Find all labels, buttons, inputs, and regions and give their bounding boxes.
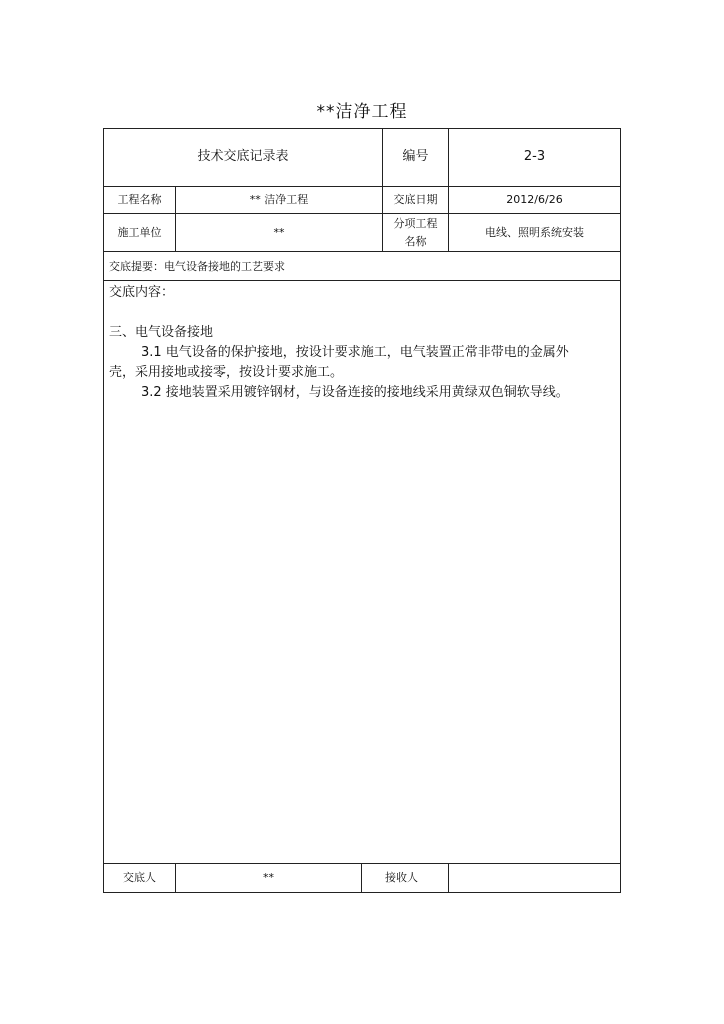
paragraph-3-1-line2: 壳，采用接地或接零，按设计要求施工。 (109, 365, 344, 380)
discloser-label: 交底人 (123, 871, 156, 885)
sub-project-label-line2: 名称 (404, 234, 427, 248)
form-title: 技术交底记录表 (197, 149, 289, 165)
disclosure-date-label: 交底日期 (393, 193, 438, 207)
sub-project-label-line1: 分项工程 (393, 217, 438, 231)
project-name-label: 工程名称 (117, 193, 162, 207)
construction-unit-value: ** (273, 225, 285, 239)
row-divider (104, 280, 620, 281)
discloser-value: ** (263, 871, 274, 885)
sub-project-value: 电线、照明系统安装 (485, 225, 584, 239)
paragraph-3-1-line1: 3.1 电气设备的保护接地，按设计要求施工，电气装置正常非带电的金属外 (141, 345, 569, 360)
receiver-label: 接收人 (385, 871, 418, 885)
page-title: **洁净工程 (316, 102, 408, 122)
receiver-value (449, 864, 620, 892)
construction-unit-label: 施工单位 (117, 225, 162, 239)
content-heading: 交底内容： (109, 285, 175, 300)
sub-project-label (383, 214, 448, 251)
number-label: 编号 (402, 149, 429, 165)
number-value: 2-3 (523, 149, 546, 165)
project-name-value: ** 洁净工程 (249, 193, 309, 207)
disclosure-date-value: 2012/6/26 (506, 193, 563, 207)
disclosure-record-table (103, 128, 621, 893)
paragraph-3-2: 3.2 接地装置采用镀锌钢材，与设备连接的接地线采用黄绿双色铜软导线。 (141, 385, 569, 400)
disclosure-summary: 交底提要：电气设备接地的工艺要求 (109, 260, 285, 273)
row-divider (104, 251, 620, 252)
disclosure-content (109, 283, 614, 403)
section-heading: 三、电气设备接地 (109, 325, 214, 340)
